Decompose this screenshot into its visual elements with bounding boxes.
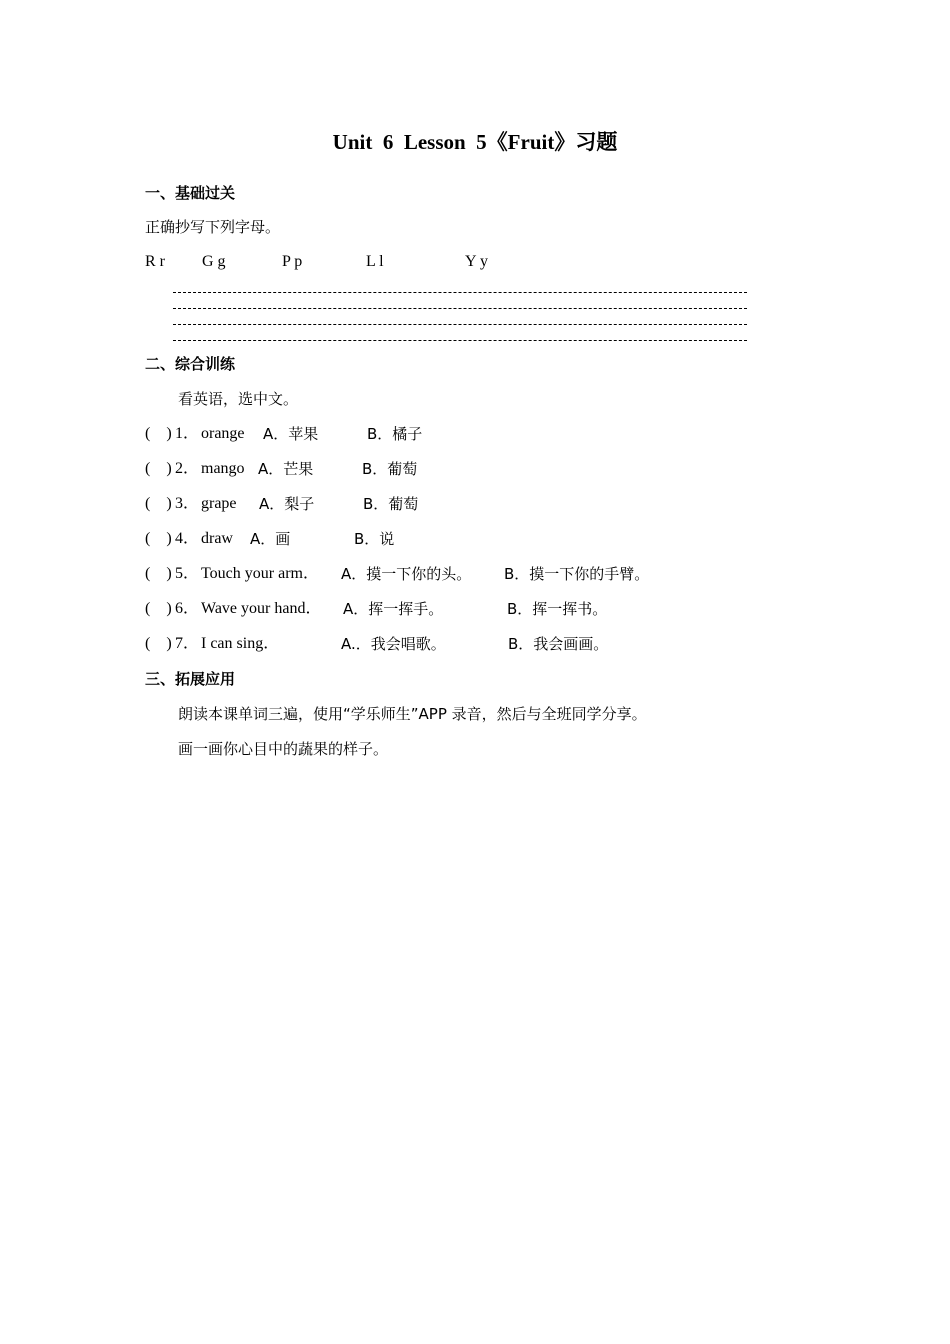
answer-blank[interactable]: ( ) [145, 635, 172, 652]
option-a: A．摸一下你的头。 [341, 565, 472, 583]
answer-blank[interactable]: ( ) [145, 565, 172, 582]
question-row [145, 529, 845, 549]
letter-pair: L l [366, 253, 384, 270]
option-b: B．说 [354, 530, 395, 548]
letters-row [0, 252, 950, 272]
option-a: A．挥一挥手。 [343, 600, 444, 618]
question-number: 6． [175, 600, 200, 617]
question-word: orange [201, 425, 245, 442]
question-row [145, 494, 845, 514]
answer-blank[interactable]: ( ) [145, 460, 172, 477]
answer-blank[interactable]: ( ) [145, 530, 172, 547]
choose-chinese-instruction: 看英语，选中文。 [178, 390, 299, 408]
extension-line: 画一画你心目中的蔬果的样子。 [178, 740, 389, 758]
option-a: A．画 [250, 530, 291, 548]
option-a: A．苹果 [263, 425, 319, 443]
page-title: Unit 6 Lesson 5《Fruit》习题 [332, 130, 618, 154]
question-word: mango [201, 460, 245, 477]
question-word: Wave your hand． [201, 600, 322, 617]
letter-pair: G g [202, 253, 226, 270]
option-a: A．芒果 [258, 460, 314, 478]
question-word: draw [201, 530, 233, 547]
question-row [145, 599, 845, 619]
section-heading-training: 二、综合训练 [145, 355, 236, 373]
answer-blank[interactable]: ( ) [145, 495, 172, 512]
question-number: 2． [175, 460, 200, 477]
question-row [145, 459, 845, 479]
letter-pair: P p [282, 253, 303, 270]
question-number: 7． [175, 635, 200, 652]
writing-line [173, 308, 747, 309]
question-row [145, 424, 845, 444]
question-row [145, 634, 845, 654]
question-number: 5． [175, 565, 200, 582]
option-a: A.．我会唱歌。 [341, 635, 446, 653]
question-number: 4． [175, 530, 200, 547]
answer-blank[interactable]: ( ) [145, 425, 172, 442]
copy-letters-instruction: 正确抄写下列字母。 [145, 218, 281, 236]
question-number: 1． [175, 425, 200, 442]
option-b: B．我会画画。 [508, 635, 609, 653]
option-b: B．葡萄 [363, 495, 419, 513]
option-b: B．葡萄 [362, 460, 418, 478]
question-word: grape [201, 495, 237, 512]
option-b: B．摸一下你的手臂。 [504, 565, 650, 583]
option-b: B．橘子 [367, 425, 423, 443]
question-number: 3． [175, 495, 200, 512]
writing-line [173, 340, 747, 341]
question-word: Touch your arm． [201, 565, 319, 582]
writing-line [173, 292, 747, 293]
writing-line [173, 324, 747, 325]
question-row [145, 564, 845, 584]
section-heading-extension: 三、拓展应用 [145, 670, 236, 688]
letter-pair: R r [145, 253, 165, 270]
section-heading-basics: 一、基础过关 [145, 184, 236, 202]
letter-pair: Y y [465, 253, 488, 270]
extension-line: 朗读本课单词三遍，使用“学乐师生”APP 录音，然后与全班同学分享。 [178, 705, 647, 723]
option-a: A．梨子 [259, 495, 315, 513]
answer-blank[interactable]: ( ) [145, 600, 172, 617]
option-b: B．挥一挥书。 [507, 600, 608, 618]
question-word: I can sing． [201, 635, 280, 652]
